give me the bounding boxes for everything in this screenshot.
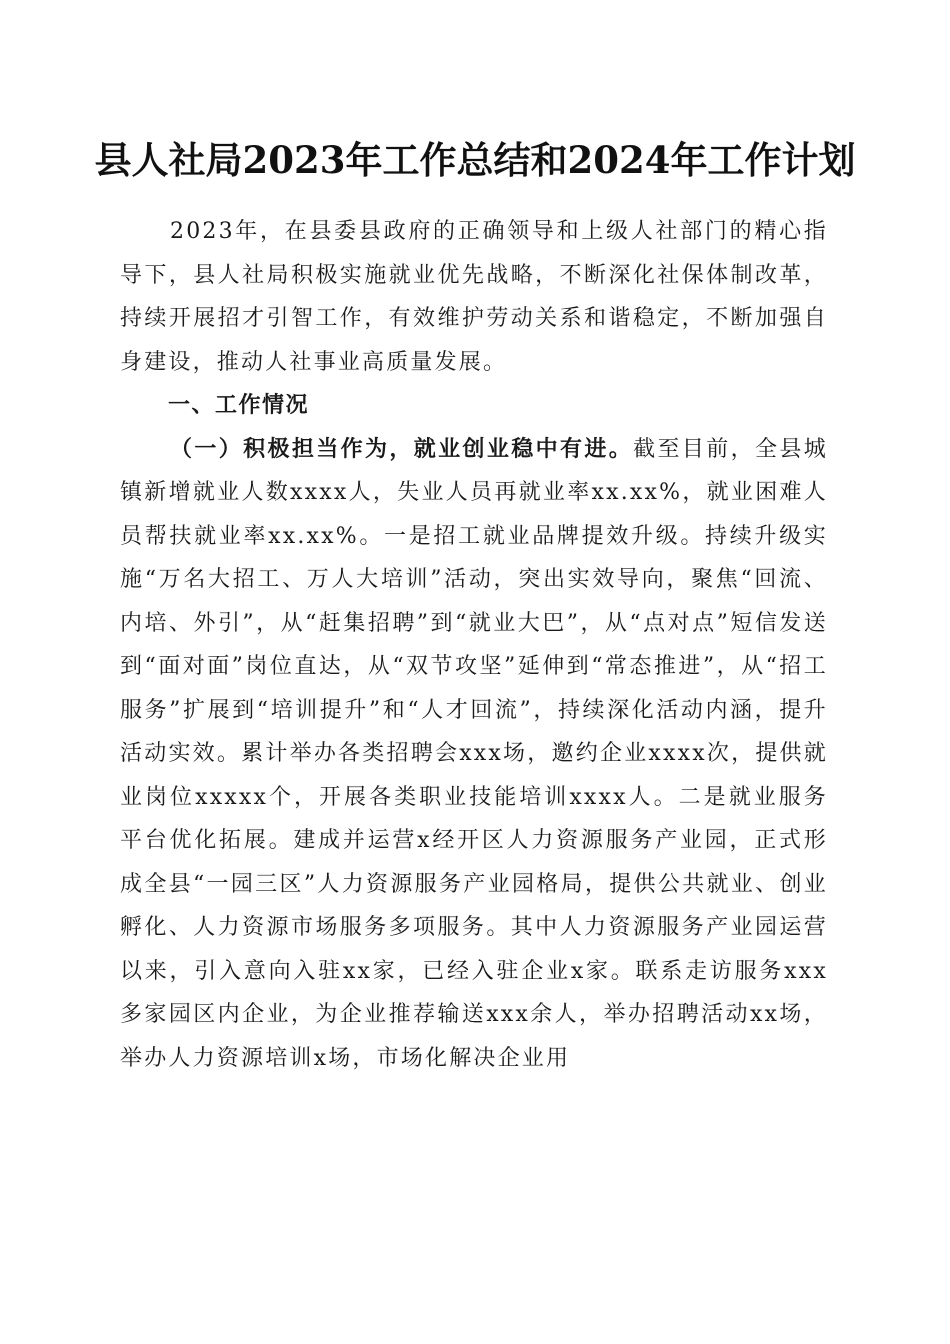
- document-body: [120, 210, 828, 1080]
- section-heading: 一、工作情况: [168, 393, 310, 418]
- subsection-lead: （一）积极担当作为，就业创业稳中有进。: [170, 435, 634, 462]
- subsection-paragraph: [120, 428, 828, 1081]
- document-title: 县人社局2023年工作总结和2024年工作计划: [94, 138, 856, 182]
- intro-paragraph: 2023年，在县委县政府的正确领导和上级人社部门的精心指导下，县人社局积极实施就业优先战略，不断深化社保体制改革，持续开展招才引智工作，有效维护劳动关系和谐稳定，不断加强自身建设，推动人社事业高质量发展。: [120, 219, 828, 375]
- subsection-body: 截至目前，全县城镇新增就业人数xxxx人，失业人员再就业率xx.xx%，就业困难人员帮扶就业率xx.xx%。一是招工就业品牌提效升级。持续升级实施“万名大招工、万人大培训”活动，突出实效导向，聚焦“回流、内培、外引”，从“赶集招聘”到“就业大巴”，从“点对点”短信发送到“面对面”岗位直达，从“双节攻坚”延伸到“常态推进”，从“招工服务”扩展到“培训提升”和“人才回流”，持续深化活动内涵，提升活动实效。累计举办各类招聘会xxx场，邀约企业xxxx次，提供就业岗位xxxxx个，开展各类职业技能培训xxxx人。二是就业服务平台优化拓展。建成并运营x经开区人力资源服务产业园，正式形成全县“一园三区”人力资源服务产业园格局，提供公共就业、创业孵化、人力资源市场服务多项服务。其中人力资源服务产业园运营以来，引入意向入驻xx家，已经入驻企业x家。联系走访服务xxx多家园区内企业，为企业推荐输送xxx余人，举办招聘活动xx场，举办人力资源培训x场，市场化解决企业用: [120, 436, 828, 1071]
